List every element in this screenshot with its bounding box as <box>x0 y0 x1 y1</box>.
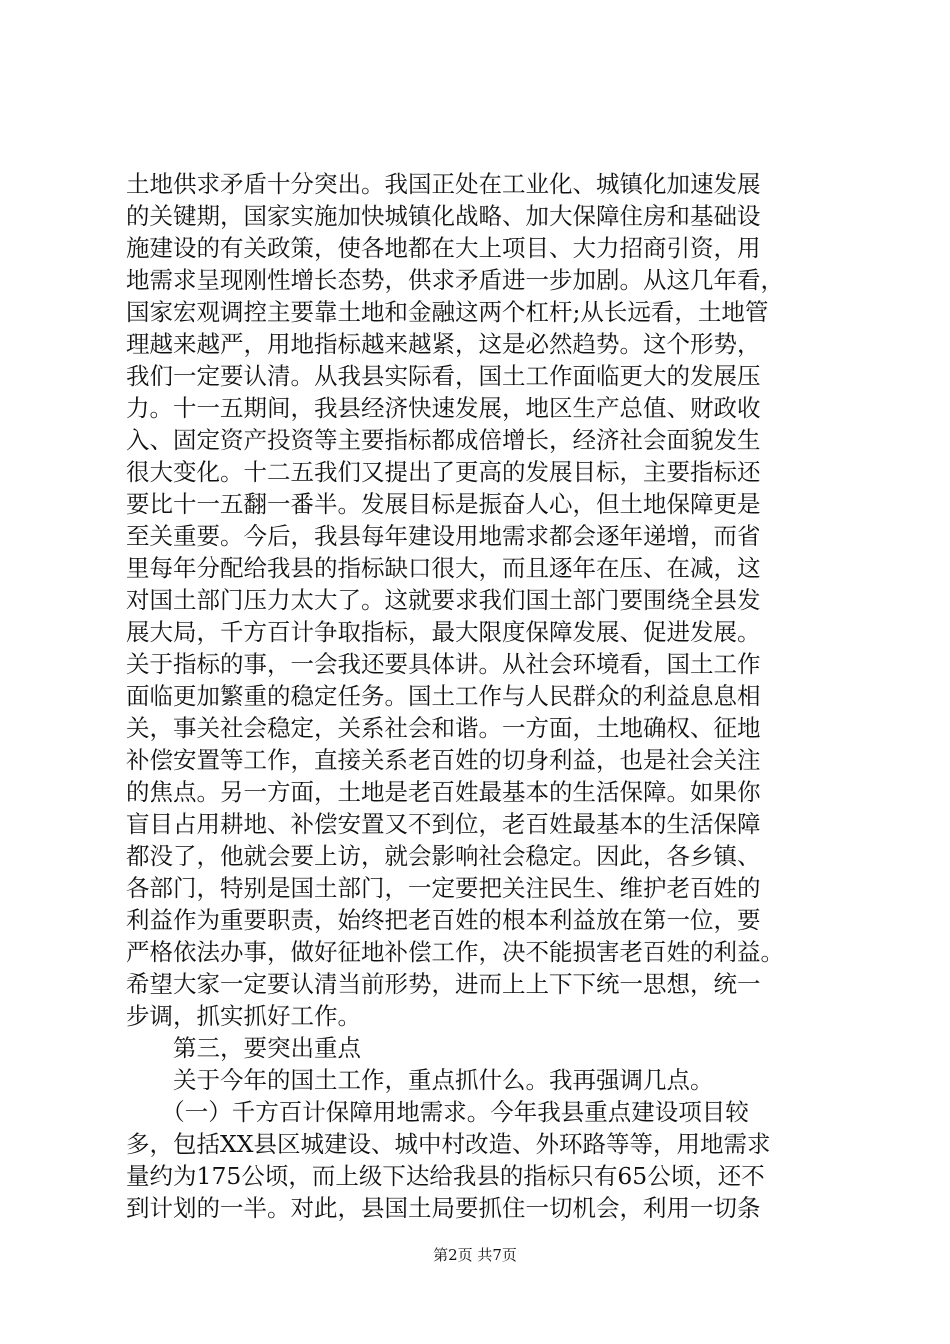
text-line: 步调，抓实抓好工作。 <box>126 1002 361 1030</box>
text-line: 土地供求矛盾十分突出。我国正处在工业化、城镇化加速发展 <box>126 170 761 198</box>
page-number-footer: 第2页 共7页 <box>433 1246 517 1264</box>
text-line: 理越来越严，用地指标越来越紧，这是必然趋势。这个形势， <box>126 330 761 358</box>
text-line: 要比十一五翻一番半。发展目标是振奋人心，但土地保障更是 <box>126 490 761 518</box>
text-line: 关，事关社会稳定，关系社会和谐。一方面，土地确权、征地 <box>126 714 761 742</box>
text-line: 地需求呈现刚性增长态势，供求矛盾进一步加剧。从这几年看， <box>126 266 784 294</box>
text-line: 入、固定资产投资等主要指标都成倍增长，经济社会面貌发生 <box>126 426 761 454</box>
text-line: 展大局，千方百计争取指标，最大限度保障发展、促进发展。 <box>126 618 761 646</box>
text-line: 面临更加繁重的稳定任务。国土工作与人民群众的利益息息相 <box>126 682 761 710</box>
text-line: 第三，要突出重点 <box>126 1034 361 1062</box>
text-line: 量约为175公顷，而上级下达给我县的指标只有65公顷，还不 <box>126 1162 765 1190</box>
text-line: 补偿安置等工作，直接关系老百姓的切身利益，也是社会关注 <box>126 746 761 774</box>
text-line: 都没了，他就会要上访，就会影响社会稳定。因此，各乡镇、 <box>126 842 761 870</box>
text-line: 关于今年的国土工作，重点抓什么。我再强调几点。 <box>126 1066 714 1094</box>
text-line: 很大变化。十二五我们又提出了更高的发展目标，主要指标还 <box>126 458 761 486</box>
body-text <box>126 168 832 1224</box>
text-line: 对国土部门压力太大了。这就要求我们国土部门要围绕全县发 <box>126 586 761 614</box>
text-line: 至关重要。今后，我县每年建设用地需求都会逐年递增，而省 <box>126 522 761 550</box>
text-line: 多，包括XX县区城建设、城中村改造、外环路等等，用地需求 <box>126 1130 771 1158</box>
text-line: 关于指标的事，一会我还要具体讲。从社会环境看，国土工作 <box>126 650 761 678</box>
text-line: 利益作为重要职责，始终把老百姓的根本利益放在第一位，要 <box>126 906 761 934</box>
text-line: 我们一定要认清。从我县实际看，国土工作面临更大的发展压 <box>126 362 761 390</box>
text-line: 的焦点。另一方面，土地是老百姓最基本的生活保障。如果你 <box>126 778 761 806</box>
text-line: 里每年分配给我县的指标缺口很大，而且逐年在压、在减，这 <box>126 554 761 582</box>
text-line: 国家宏观调控主要靠土地和金融这两个杠杆;从长远看，土地管 <box>126 298 769 326</box>
text-line: （一）千方百计保障用地需求。今年我县重点建设项目较 <box>126 1098 749 1126</box>
text-line: 的关键期，国家实施加快城镇化战略、加大保障住房和基础设 <box>126 202 761 230</box>
text-line: 到计划的一半。对此，县国土局要抓住一切机会，利用一切条 <box>126 1194 761 1222</box>
text-line: 各部门，特别是国土部门，一定要把关注民生、维护老百姓的 <box>126 874 761 902</box>
text-line: 严格依法办事，做好征地补偿工作，决不能损害老百姓的利益。 <box>126 938 784 966</box>
text-line: 力。十一五期间，我县经济快速发展，地区生产总值、财政收 <box>126 394 761 422</box>
text-line: 希望大家一定要认清当前形势，进而上上下下统一思想，统一 <box>126 970 761 998</box>
text-line: 盲目占用耕地、补偿安置又不到位，老百姓最基本的生活保障 <box>126 810 761 838</box>
text-line: 施建设的有关政策，使各地都在大上项目、大力招商引资，用 <box>126 234 761 262</box>
